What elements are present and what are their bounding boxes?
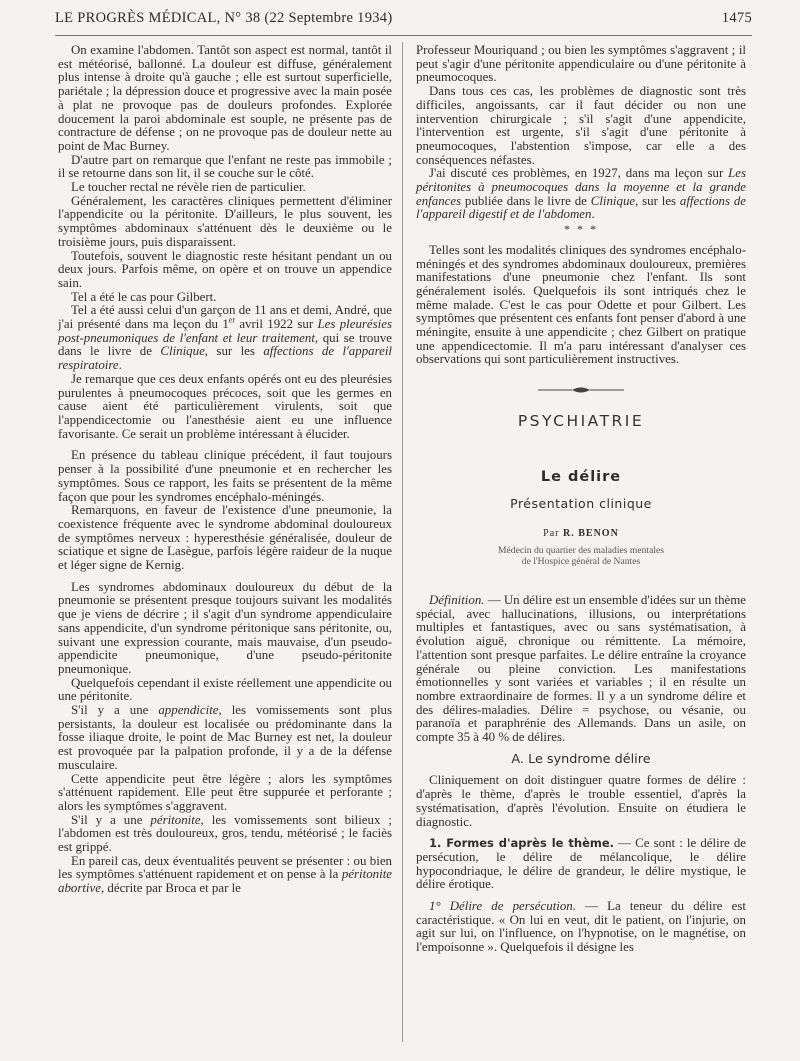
article-author: Par R. BENON <box>543 528 619 540</box>
paragraph: Je remarque que ces deux enfants opérés ont eu des pleurésies purulentes à pneumocoques précoces, soit que les germes en cause aient été particulièrement virulents, soit que l'appendicectomie ou l'anesthésie aient eu une influence favorisante. Ce serait un problème intéressant à élucider. <box>58 371 392 441</box>
paragraph: Tel a été le cas pour Gilbert. <box>71 289 217 304</box>
page-number: 1475 <box>721 10 752 26</box>
paragraph: 1° Délire de persécution. — La teneur du délire est caractéristique. « On lui en veut, dit le patient, on l'injurie, on agit sur lui, on l'influence, on l'hypnotise, on le magnétise, on l'empoisonne ». Quelquefois il désigne les <box>416 899 746 955</box>
paragraph: S'il y a une appendicite, les vomissements sont plus persistants, la douleur est localisée ou prédominante dans la fosse iliaque droite, le point de Mac Burney est net, la douleur est provoquée par la palpation profonde, il y a de la défense musculaire. <box>58 703 392 772</box>
paragraph: En présence du tableau clinique précédent, il faut toujours penser à la possibilité d'une pneumonie et en rechercher les symptômes. Sous ce rapport, les faits se présentent de la même façon que pour les syndromes encéphalo-méningés. <box>58 448 392 504</box>
author-affiliation: Médecin du quartier des maladies mentales de l'Hospice général de Nantes <box>498 544 664 568</box>
right-column <box>416 44 746 955</box>
article-title: Le délire <box>540 468 622 485</box>
definition-paragraph: Définition. — Un délire est un ensemble d'idées sur un thème spécial, avec hallucinations, illusions, ou interprétations multiples et fantastiques, avec ou sans systématisation, à évolution aiguë, chronique ou rémittente. La mémoire, l'attention sont presque parfaites. Le délire entraîne la croyance générale ou pleine conviction. Les manifestations émotionnelles y sont variées et variables ; il en résulte un nombre extraordinaire de formes. Il y a un syndrome délire et des délires-maladies. Délire = psychose, ou vésanie, ou paranoïa et paraphrénie des Allemands. Dans un asile, on compte 35 à 40 % de délires. <box>416 592 747 745</box>
subsection-heading: A. Le syndrome délire <box>511 751 651 767</box>
paragraph: D'autre part on remarque que l'enfant ne reste pas immobile ; il se retourne dans son lit, il se couche sur le côté. <box>58 152 392 181</box>
paragraph: Professeur Mouriquand ; ou bien les symptômes s'aggravent ; il peut s'agir d'une péritonite appendiculaire ou d'une péritonite à pneumocoques. <box>416 43 746 85</box>
paragraph: Quelquefois cependant il existe réellement une appendicite ou une péritonite. <box>58 675 392 704</box>
paragraph: Dans tous ces cas, les problèmes de diagnostic sont très difficiles, angoissants, car il faut décider ou non une intervention chirurgicale ; s'il s'agit d'une appendicite, l'intervention est urgente, s'il s'agit d'une péritonite à pneumocoques, l'abstention s'impose, car elle a des conséquences néfastes. <box>416 84 746 167</box>
asterism-separator: * * * <box>564 222 598 237</box>
paragraph: 1. Formes d'après le thème. — Ce sont : le délire de persécution, le délire de mélancolique, le délire hypocondriaque, le délire de grandeur, le délire mystique, le délire érotique. <box>416 836 746 892</box>
paragraph: Généralement, les caractères cliniques permettent d'éliminer l'appendicite ou la péritonite. D'ailleurs, le plus souvent, les symptômes abdominaux s'atténuent dès le deuxième ou le troisième jours, puis disparaissent. <box>58 193 392 249</box>
paragraph: S'il y a une péritonite, les vomissements sont bilieux ; l'abdomen est très douloureux, gros, tendu, météorisé ; le faciès est grippé. <box>58 812 392 855</box>
header-rule <box>55 35 752 36</box>
paragraph: Cette appendicite peut être légère ; alors les symptômes s'atténuent rapidement. Elle peut être suppurée et perforante ; alors les symptômes s'aggravent. <box>58 771 392 813</box>
paragraph: Remarquons, en faveur de l'existence d'une pneumonie, la coexistence fréquente avec le syndrome abdominal douloureux de symptômes nerveux : hyperesthésie généralisée, douleur de sciatique et signe de Lasègue, parfois légère raideur de la nuque et léger signe de Kernig. <box>58 503 392 573</box>
paragraph: On examine l'abdomen. Tantôt son aspect est normal, tantôt il est météorisé, ballonné. La douleur est diffuse, généralement plus intense à droite qu'à gauche ; elle est surtout superficielle, pariétale ; la dépression douce et progressive avec la main posée à plat ne provoque pas de douleurs profondes. Explorée doucement la paroi abdominale est souple, ne présente pas de contracture de défense ; on ne provoque pas de douleur nette au point de Mac Burney. <box>58 43 392 153</box>
article-subtitle: Présentation clinique <box>510 495 652 511</box>
running-header <box>55 10 752 32</box>
left-column <box>58 44 392 896</box>
paragraph: En pareil cas, deux éventualités peuvent se présenter : ou bien les symptômes s'atténuent rapidement et on pense à la péritonite abortive, décrite par Broca et par le <box>58 853 392 896</box>
paragraph: Telles sont les modalités cliniques des syndromes encéphalo-méningés et des syndromes abdominaux douloureux, premières manifestations d'une pneumonie chez l'enfant. Ils sont généralement isolés. Quelquefois ils sont intriqués chez le même malade. C'est le cas pour Odette et pour Gilbert. Les symptômes que présentent ces enfants font penser d'abord à une méningite, ensuite à une appendicite ; chez Gilbert on pratique une appendicectomie. Il m'a paru intéressant d'analyser ces observations qui sont particulièrement instructives. <box>416 242 746 367</box>
header-title: LE PROGRÈS MÉDICAL, N° 38 (22 Septembre 1934) <box>55 10 393 26</box>
section-title: PSYCHIATRIE <box>517 412 645 431</box>
paragraph: Toutefois, souvent le diagnostic reste hésitant pendant un ou deux jours. Parfois même, on opère et on trouve un appendice sain. <box>58 248 392 290</box>
paragraph: J'ai discuté ces problèmes, en 1927, dans ma leçon sur Les péritonites à pneumocoques dans la moyenne et la grande enfances publiée dans le livre de Clinique, sur les affections de l'appareil digestif et de l'abdomen. <box>416 166 747 222</box>
paragraph: Tel a été aussi celui d'un garçon de 11 ans et demi, André, que j'ai présenté dans ma leçon du 1er avril 1922 sur Les pleurésies post-pneumoniques de l'enfant et leur traitement, qui se trouve dans le livre de Clinique, sur les affections de l'appareil respiratoire. <box>58 303 393 373</box>
paragraph: Le toucher rectal ne révèle rien de particulier. <box>71 180 306 195</box>
ornament-divider <box>416 385 746 395</box>
column-divider <box>402 42 403 1042</box>
paragraph: Les syndromes abdominaux douloureux du début de la pneumonie se présentent presque toujours suivant les modalités que je viens de décrire ; il s'agit d'un syndrome appendiculaire sans appendicite, d'un syndrome péritonique sans péritonite, ou, suivant une expression courante, mais mauvaise, d'un pseudo-appendicite pneumonique, d'une pseudo-péritonite pneumonique. <box>58 579 392 676</box>
ornament-divider-icon <box>536 385 626 395</box>
paragraph: Cliniquement on doit distinguer quatre formes de délire : d'après le thème, d'après le trouble essentiel, d'après la systématisation, d'après l'évolution. Ensuite on étudiera le diagnostic. <box>416 773 746 829</box>
